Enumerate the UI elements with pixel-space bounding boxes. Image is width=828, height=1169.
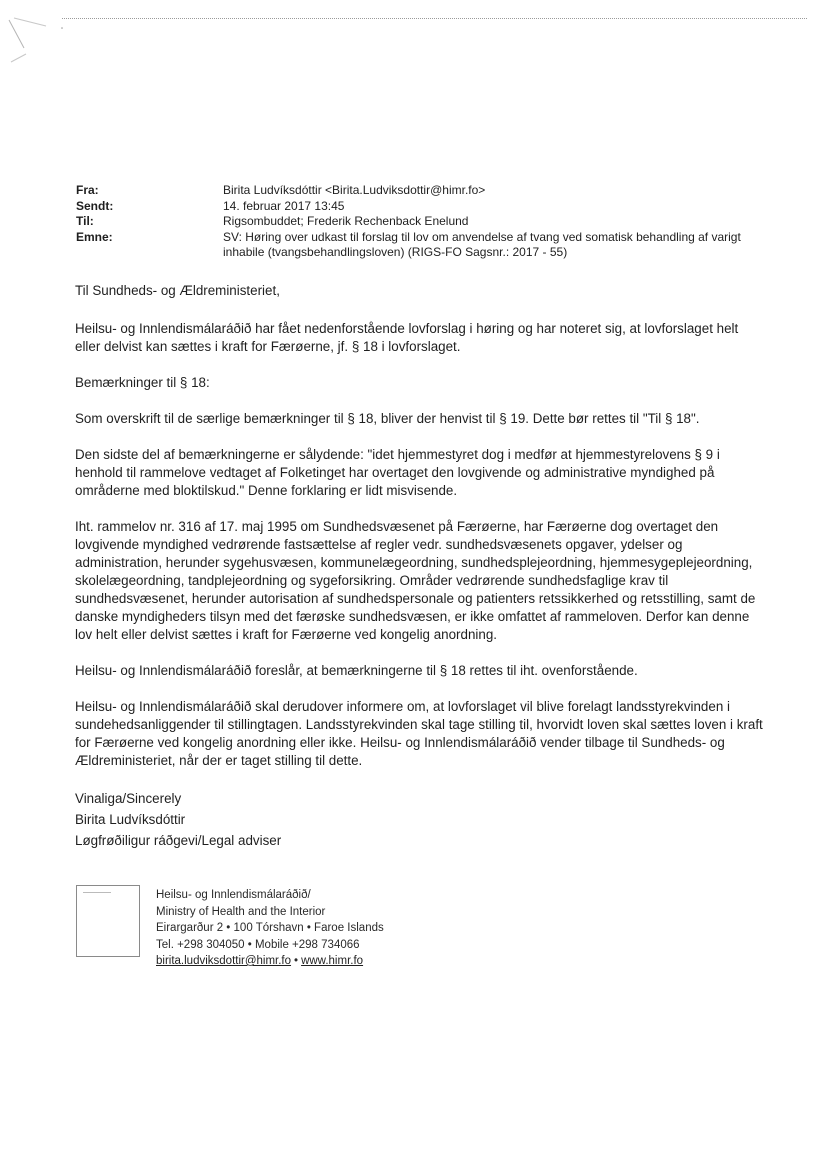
header-sent-row [76,199,756,215]
scan-artifact-line [62,18,807,19]
signature-org: Heilsu- og Innlendismálaráðið/ [156,889,311,901]
paragraph-6: Heilsu- og Innlendismálaráðið foreslår, at bemærkningerne til § 18 rettes til iht. ovenforstående. [75,663,638,678]
paragraph-7: Heilsu- og Innlendismálaráðið skal derudover informere om, at lovforslaget vil blive forelagt landsstyrekvinden i sundehedsanliggender til stillingtagen. Landsstyrekvinden skal tage stilling til, hvorvidt loven skal sættes loven i kraft for Færøerne ved kongelig anordning eller ikke. Heilsu- og Innlendismálaráðið vender tilbage til Sundheds- og Ældreministeriet, når der er taget stilling til dette. [75,699,763,768]
paragraph-4: Den sidste del af bemærkningerne er sålydende: "idet hjemmestyret dog i medfør at hjemmestyrelovens § 9 i henhold til rammelove vedtaget af Folketinget har overtaget den lovgivende og administrative myndighed på områderne med bloktilskud." Denne forklaring er lidt misvisende. [75,447,720,498]
signature-block [76,885,496,967]
logo-placeholder [76,885,140,957]
closing [75,788,765,851]
greeting: Til Sundheds- og Ældreministeriet, [75,283,280,298]
subject-label: Emne: [76,229,113,244]
header-to-row [76,214,756,230]
signature-phone: Tel. +298 304050 • Mobile +298 734066 [156,938,360,951]
closing-regards: Vinaliga/Sincerely [75,791,182,806]
email-link[interactable]: birita.ludviksdottir@himr.fo [156,955,292,967]
logo-placeholder-line [83,892,111,893]
from-value: Birita Ludvíksdóttir <Birita.Ludviksdottir@himr.fo> [223,183,486,197]
to-label: Til: [76,214,94,228]
email-header [76,183,756,261]
paragraph-2: Bemærkninger til § 18: [75,375,210,390]
closing-title: Løgfrøðiligur ráðgevi/Legal adviser [75,833,282,848]
header-from-row [76,183,756,199]
sent-label: Sendt: [76,198,114,213]
from-label: Fra: [76,183,99,197]
paragraph-3: Som overskrift til de særlige bemærkninger til § 18, bliver der henvist til § 19. Dette bør rettes til "Til § 18". [75,411,700,426]
signature-text [156,887,384,970]
website-link[interactable]: www.himr.fo [301,955,364,967]
header-subject-row [76,230,756,261]
signature-address: Eirargarður 2 • 100 Tórshavn • Faroe Islands [156,922,384,934]
email-body [75,282,765,851]
signature-links [156,953,384,970]
paragraph-5: Iht. rammelov nr. 316 af 17. maj 1995 om Sundhedsvæsenet på Færøerne, har Færøerne dog overtaget den lovgivende myndighed vedrørende fastsættelse af regler vedr. sundhedsvæsenets opgaver, ydelser og administration, herunder sygehusvæsen, kommunelægeordning, sundhedsplejeordning, hjemmesygeplejeordning, skolelægeordning, tandplejeordning og sygeforsikring. Områder vedrørende sundhedsfaglige krav til sundhedsvæsenet, herunder autorisation af sundhedspersonale og patienters retssikkerhed og retsstilling, samt de danske myndigheders tilsyn med det færøske sundhedsvæsen, er ikke omfattet af rammeloven. Derfor kan denne lov helt eller delvist sættes i kraft for Færøerne ved kongelig anordning. [75,519,756,642]
closing-name: Birita Ludvíksdóttir [75,812,186,827]
to-value: Rigsombuddet; Frederik Rechenback Enelund [223,214,469,228]
link-separator: • [294,955,299,967]
paragraph-1: Heilsu- og Innlendismálaráðið har fået nedenforstående lovforslag i høring og har noteret sig, at lovforslaget helt eller delvist kan sættes i kraft for Færøerne, jf. § 18 i lovforslaget. [75,321,739,354]
subject-value: SV: Høring over udkast til forslag til lov om anvendelse af tvang ved somatisk behandling af varigt inhabile (tvangsbehandlingsloven) (RIGS-FO Sagsnr.: 2017 - 55) [223,229,741,259]
sent-value: 14. februar 2017 13:45 [223,198,345,213]
scan-corner-mark [6,14,66,64]
signature-org-en: Ministry of Health and the Interior [156,905,326,918]
